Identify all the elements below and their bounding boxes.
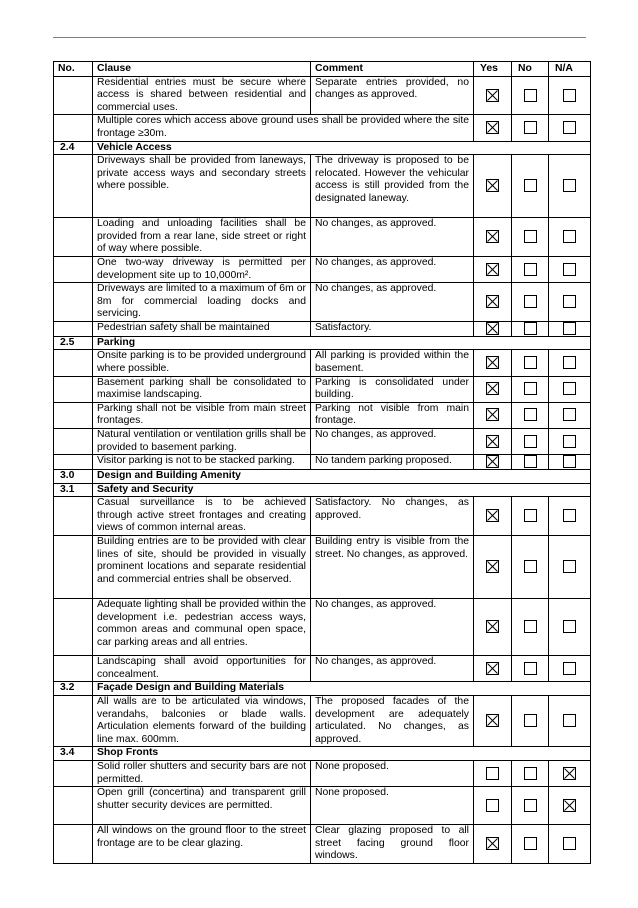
table-body [54,76,591,863]
checkbox-cell-no [512,218,549,257]
table-header-row [54,62,591,77]
table-row [54,787,591,825]
section-title: Façade Design and Building Materials [93,682,591,696]
checkbox-cell-na [549,376,591,402]
row-number [54,598,93,655]
checkbox-cell-na [549,655,591,681]
clause-text: All windows on the ground floor to the street frontage are to be clear glazing. [93,825,311,864]
clause-text: Driveways are limited to a maximum of 6m or 8m for commercial loading docks and servicing. [93,283,311,322]
checked-box-icon[interactable] [486,455,499,468]
row-number [54,155,93,218]
section-title: Design and Building Amenity [93,469,591,483]
empty-box-icon[interactable] [563,295,576,308]
empty-box-icon[interactable] [563,435,576,448]
checkbox-cell-na [549,787,591,825]
empty-box-icon[interactable] [563,620,576,633]
checkbox-cell-no [512,598,549,655]
checked-box-icon[interactable] [486,179,499,192]
checkbox-cell-yes [474,283,512,322]
table-row [54,428,591,454]
row-number [54,350,93,376]
clause-text: Natural ventilation or ventilation grills shall be provided to basement parking. [93,428,311,454]
checked-box-icon[interactable] [486,620,499,633]
empty-box-icon[interactable] [486,799,499,812]
empty-box-icon[interactable] [524,356,537,369]
clause-text: Pedestrian safety shall be maintained [93,321,311,336]
compliance-table [53,61,591,864]
table-row [54,283,591,322]
empty-box-icon[interactable] [563,356,576,369]
empty-box-icon[interactable] [524,714,537,727]
comment-text: The driveway is proposed to be relocated. However the vehicular access is still provided from the designated laneway. [311,155,474,218]
header-rule [53,37,586,38]
clause-text: Multiple cores which access above ground uses shall be provided where the site frontage ≥30m. [93,115,474,141]
checkbox-cell-yes [474,696,512,747]
empty-box-icon[interactable] [524,121,537,134]
section-number: 3.1 [54,483,93,497]
checkbox-cell-yes [474,321,512,336]
row-number [54,696,93,747]
checkbox-cell-no [512,655,549,681]
table-row [54,350,591,376]
checkbox-cell-no [512,825,549,864]
empty-box-icon[interactable] [524,382,537,395]
row-number [54,825,93,864]
section-number: 3.2 [54,682,93,696]
header-comment: Comment [311,62,474,77]
checkbox-cell-na [549,598,591,655]
checked-box-icon[interactable] [563,799,576,812]
checkbox-cell-na [549,76,591,115]
comment-text: No changes, as approved. [311,256,474,282]
section-row [54,747,591,761]
comment-text: Satisfactory. No changes, as approved. [311,497,474,536]
comment-text: No changes, as approved. [311,218,474,257]
comment-text: Parking not visible from main frontage. [311,402,474,428]
checkbox-cell-na [549,256,591,282]
checkbox-cell-na [549,497,591,536]
clause-text: Residential entries must be secure where access is shared between residential and commercial uses. [93,76,311,115]
empty-box-icon[interactable] [486,767,499,780]
checked-box-icon[interactable] [486,714,499,727]
header-clause: Clause [93,62,311,77]
row-number [54,761,93,787]
checkbox-cell-no [512,535,549,598]
row-number [54,376,93,402]
clause-text: All walls are to be articulated via windows, verandahs, balconies or blade walls. Articulation elements forward of the building line max. 600mm. [93,696,311,747]
clause-text: Adequate lighting shall be provided within the development i.e. pedestrian access ways, common areas and communal open space, car parking areas and all entries. [93,598,311,655]
checkbox-cell-na [549,535,591,598]
clause-text: Driveways shall be provided from laneways, private access ways and secondary streets where possible. [93,155,311,218]
empty-box-icon[interactable] [524,799,537,812]
checked-box-icon[interactable] [486,356,499,369]
empty-box-icon[interactable] [563,560,576,573]
section-title: Parking [93,336,591,350]
checked-box-icon[interactable] [486,382,499,395]
checkbox-cell-no [512,497,549,536]
comment-text: No changes, as approved. [311,283,474,322]
table-row [54,218,591,257]
checkbox-cell-no [512,350,549,376]
section-title: Safety and Security [93,483,591,497]
empty-box-icon[interactable] [563,408,576,421]
table-row [54,76,591,115]
checked-box-icon[interactable] [486,322,499,335]
empty-box-icon[interactable] [524,837,537,850]
checkbox-cell-yes [474,115,512,141]
checkbox-cell-yes [474,455,512,470]
checkbox-cell-na [549,428,591,454]
checkbox-cell-na [549,321,591,336]
header-na: N/A [549,62,591,77]
clause-text: Solid roller shutters and security bars are not permitted. [93,761,311,787]
empty-box-icon[interactable] [524,620,537,633]
clause-text: One two-way driveway is permitted per development site up to 10,000m². [93,256,311,282]
checkbox-cell-yes [474,761,512,787]
empty-box-icon[interactable] [524,662,537,675]
empty-box-icon[interactable] [524,89,537,102]
section-title: Vehicle Access [93,141,591,155]
empty-box-icon[interactable] [524,435,537,448]
checkbox-cell-no [512,76,549,115]
clause-text: Casual surveillance is to be achieved through active street frontages and creating views of common internal areas. [93,497,311,536]
checkbox-cell-yes [474,218,512,257]
table-row [54,256,591,282]
table-row [54,497,591,536]
checkbox-cell-yes [474,76,512,115]
checkbox-cell-na [549,283,591,322]
checkbox-cell-yes [474,655,512,681]
empty-box-icon[interactable] [524,295,537,308]
checked-box-icon[interactable] [486,509,499,522]
empty-box-icon[interactable] [524,560,537,573]
empty-box-icon[interactable] [524,408,537,421]
clause-text: Visitor parking is not to be stacked parking. [93,455,311,470]
checkbox-cell-yes [474,428,512,454]
table-row [54,115,591,141]
empty-box-icon[interactable] [563,263,576,276]
table-row [54,376,591,402]
row-number [54,402,93,428]
comment-text: No tandem parking proposed. [311,455,474,470]
row-number [54,455,93,470]
empty-box-icon[interactable] [563,382,576,395]
checked-box-icon[interactable] [563,767,576,780]
section-row [54,469,591,483]
checkbox-cell-yes [474,155,512,218]
comment-text: No changes, as approved. [311,598,474,655]
checkbox-cell-na [549,761,591,787]
checkbox-cell-na [549,825,591,864]
checked-box-icon[interactable] [486,89,499,102]
empty-box-icon[interactable] [563,322,576,335]
comment-text: Clear glazing proposed to all street facing ground floor windows. [311,825,474,864]
checkbox-cell-no [512,787,549,825]
checkbox-cell-no [512,696,549,747]
checked-box-icon[interactable] [486,837,499,850]
comment-text: No changes, as approved. [311,428,474,454]
empty-box-icon[interactable] [563,714,576,727]
checkbox-cell-yes [474,787,512,825]
clause-text: Onsite parking is to be provided underground where possible. [93,350,311,376]
checkbox-cell-na [549,218,591,257]
comment-text: None proposed. [311,761,474,787]
empty-box-icon[interactable] [563,455,576,468]
table-row [54,598,591,655]
table-row [54,761,591,787]
section-number: 3.4 [54,747,93,761]
header-no-col: No [512,62,549,77]
row-number [54,535,93,598]
section-row [54,336,591,350]
checked-box-icon[interactable] [486,230,499,243]
section-row [54,141,591,155]
empty-box-icon[interactable] [524,179,537,192]
checkbox-cell-yes [474,497,512,536]
checkbox-cell-no [512,115,549,141]
empty-box-icon[interactable] [524,230,537,243]
checkbox-cell-yes [474,402,512,428]
table-row [54,455,591,470]
section-row [54,483,591,497]
empty-box-icon[interactable] [524,509,537,522]
checkbox-cell-na [549,350,591,376]
clause-text: Loading and unloading facilities shall be provided from a rear lane, side street or right of way where possible. [93,218,311,257]
empty-box-icon[interactable] [524,767,537,780]
checked-box-icon[interactable] [486,295,499,308]
row-number [54,76,93,115]
checkbox-cell-yes [474,535,512,598]
empty-box-icon[interactable] [524,455,537,468]
clause-text: Building entries are to be provided with clear lines of site, should be provided in visually prominent locations and separate residential and commercial entries shall be observed. [93,535,311,598]
clause-text: Open grill (concertina) and transparent grill shutter security devices are permitted. [93,787,311,825]
table-row [54,825,591,864]
checkbox-cell-no [512,321,549,336]
comment-text: The proposed facades of the development are adequately articulated. No changes, as approved. [311,696,474,747]
section-number: 2.5 [54,336,93,350]
table-row [54,402,591,428]
table-row [54,655,591,681]
empty-box-icon[interactable] [563,121,576,134]
checkbox-cell-na [549,115,591,141]
checkbox-cell-na [549,402,591,428]
table-row [54,696,591,747]
table-row [54,535,591,598]
checked-box-icon[interactable] [486,408,499,421]
row-number [54,283,93,322]
empty-box-icon[interactable] [563,509,576,522]
checked-box-icon[interactable] [486,263,499,276]
section-number: 3.0 [54,469,93,483]
empty-box-icon[interactable] [563,662,576,675]
comment-text: Parking is consolidated under building. [311,376,474,402]
empty-box-icon[interactable] [524,263,537,276]
empty-box-icon[interactable] [524,322,537,335]
clause-text: Landscaping shall avoid opportunities for concealment. [93,655,311,681]
row-number [54,655,93,681]
section-title: Shop Fronts [93,747,591,761]
comment-text: None proposed. [311,787,474,825]
clause-text: Basement parking shall be consolidated to maximise landscaping. [93,376,311,402]
row-number [54,787,93,825]
row-number [54,321,93,336]
checked-box-icon[interactable] [486,560,499,573]
header-yes: Yes [474,62,512,77]
checkbox-cell-na [549,155,591,218]
comment-text: Separate entries provided, no changes as approved. [311,76,474,115]
checkbox-cell-no [512,761,549,787]
checkbox-cell-yes [474,376,512,402]
section-row [54,682,591,696]
comment-text: Satisfactory. [311,321,474,336]
checked-box-icon[interactable] [486,662,499,675]
checkbox-cell-no [512,402,549,428]
empty-box-icon[interactable] [563,837,576,850]
clause-text: Parking shall not be visible from main street frontages. [93,402,311,428]
table-row [54,321,591,336]
empty-box-icon[interactable] [563,179,576,192]
checked-box-icon[interactable] [486,121,499,134]
comment-text: Building entry is visible from the street. No changes, as approved. [311,535,474,598]
checkbox-cell-no [512,155,549,218]
header-no: No. [54,62,93,77]
comment-text: All parking is provided within the basement. [311,350,474,376]
checkbox-cell-no [512,455,549,470]
row-number [54,115,93,141]
row-number [54,218,93,257]
checkbox-cell-yes [474,825,512,864]
row-number [54,497,93,536]
table-row [54,155,591,218]
row-number [54,256,93,282]
checkbox-cell-no [512,256,549,282]
row-number [54,428,93,454]
checkbox-cell-na [549,455,591,470]
checkbox-cell-yes [474,256,512,282]
checked-box-icon[interactable] [486,435,499,448]
checkbox-cell-yes [474,350,512,376]
checkbox-cell-no [512,283,549,322]
checkbox-cell-na [549,696,591,747]
checkbox-cell-no [512,428,549,454]
empty-box-icon[interactable] [563,89,576,102]
checkbox-cell-yes [474,598,512,655]
checkbox-cell-no [512,376,549,402]
section-number: 2.4 [54,141,93,155]
empty-box-icon[interactable] [563,230,576,243]
comment-text: No changes, as approved. [311,655,474,681]
